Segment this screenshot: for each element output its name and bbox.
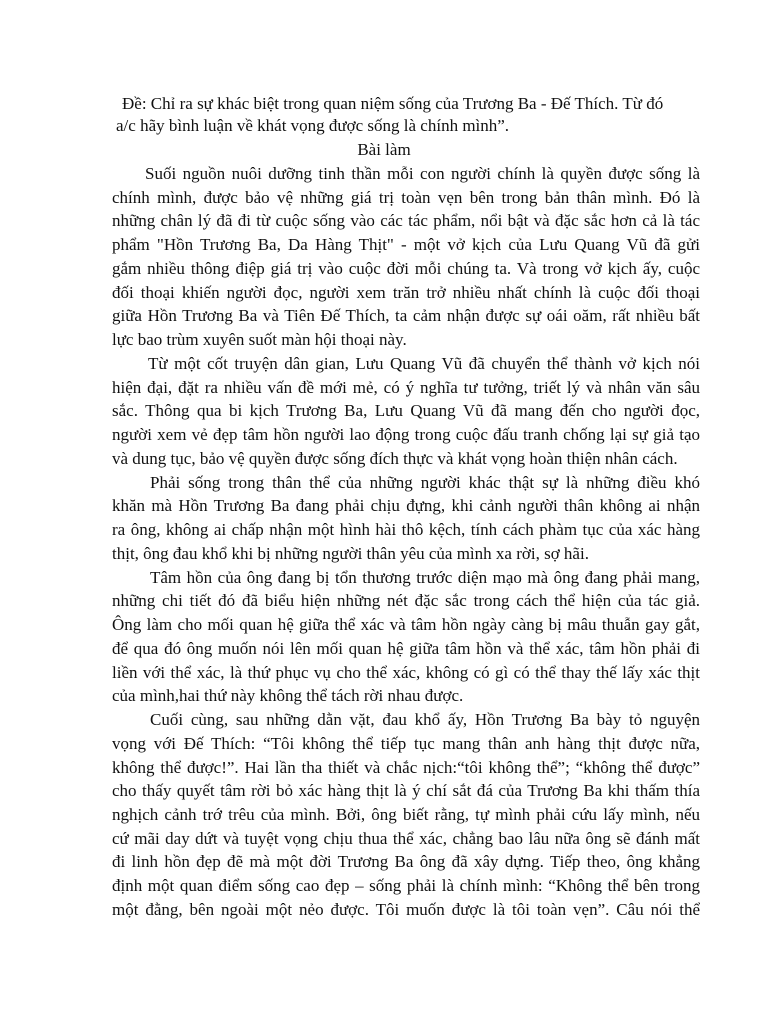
prompt-line: a/c hãy bình luận về khát vọng được sống là chính mình”. bbox=[116, 116, 510, 135]
text-line: định một quan điểm sống cao đẹp – sống phải là chính mình: “Không thể bên trong bbox=[112, 876, 700, 895]
text-line: giữa Hồn Trương Ba và Tiên Đế Thích, ta cảm nhận được sự oái oăm, rất nhiều bất bbox=[112, 306, 700, 325]
text-line: khăn mà Hồn Trương Ba đang phải chịu đựng, khi cảnh người thân không ai nhận bbox=[112, 496, 700, 515]
text-line: sắc. Thông qua bi kịch Trương Ba, Lưu Quang Vũ đã mang đến cho người đọc, bbox=[112, 401, 700, 420]
text-line: Ông làm cho mối quan hệ giữa thể xác và tâm hồn ngày càng bị mâu thuẫn gay gắt, bbox=[112, 615, 700, 634]
text-line: lực bao trùm xuyên suốt màn hội thoại này. bbox=[112, 330, 407, 349]
text-line: đi linh hồn đẹp đẽ mà một đời Trương Ba ông đã xây dựng. Tiếp theo, ông khẳng bbox=[112, 852, 700, 871]
text-line: vọng với Đế Thích: “Tôi không thể tiếp tục mang thân anh hàng thịt được nữa, bbox=[112, 734, 700, 753]
text-line: cho thấy quyết tâm rời bỏ xác hàng thịt là ý chí sắt đá của Trương Ba khi thấm thía bbox=[112, 781, 700, 800]
text-line: cứ mãi day dứt và tuyệt vọng chịu thua thể xác, chẳng bao lâu nữa ông sẽ đánh mất bbox=[112, 829, 700, 848]
text-line: nghịch cảnh trớ trêu của mình. Bởi, ông biết rằng, tự mình phải cứu lấy mình, nếu bbox=[112, 805, 700, 824]
text-line: gắm nhiều thông điệp giá trị vào cuộc đời mỗi chúng ta. Và trong vở kịch ấy, cuộc bbox=[112, 259, 700, 278]
text-line: Tâm hồn của ông đang bị tổn thương trước diện mạo mà ông đang phải mang, bbox=[150, 568, 700, 587]
text-line: Phải sống trong thân thể của những người khác thật sự là những điều khó bbox=[150, 473, 700, 492]
text-line: của mình,hai thứ này không thể tách rời nhau được. bbox=[112, 686, 464, 705]
text-line: một đằng, bên ngoài một nẻo được. Tôi muốn được là tôi toàn vẹn”. Câu nói thể bbox=[112, 900, 700, 919]
text-line: Suối nguồn nuôi dưỡng tinh thần mỗi con người chính là quyền được sống là bbox=[145, 164, 700, 183]
text-line: và dung tục, bảo vệ quyền được sống đích thực và khát vọng hoàn thiện nhân cách. bbox=[112, 449, 678, 468]
section-title: Bài làm bbox=[357, 140, 411, 159]
text-line: người xem vẻ đẹp tâm hồn người lao động trong cuộc đấu tranh chống lại sự giả tạo bbox=[112, 425, 700, 444]
text-line: không thể được!”. Hai lần tha thiết và chắc nịch:“tôi không thể”; “không thể được” bbox=[112, 758, 700, 777]
text-line: Từ một cốt truyện dân gian, Lưu Quang Vũ đã chuyển thể thành vở kịch nói bbox=[148, 354, 700, 373]
text-line: liền với thể xác, là thứ phục vụ cho thể xác, không có gì có thể thay thế lấy xác thịt bbox=[112, 663, 700, 682]
text-line: đối thoại khiến người đọc, người xem trăn trở nhiều nhất chính là cuộc đối thoại bbox=[112, 283, 700, 302]
text-line: thịt, ông đau khổ khi bị những người thân yêu của mình xa rời, sợ hãi. bbox=[112, 544, 589, 563]
text-line: chính mình, được bảo vệ những giá trị toàn vẹn bên trong bản thân mình. Đó là bbox=[112, 188, 700, 207]
text-line: những chân lý đã đi từ cuộc sống vào các tác phẩm, nổi bật và đặc sắc hơn cả là tác bbox=[112, 211, 700, 230]
text-line: hiện đại, đặt ra nhiều vấn đề mới mẻ, có ý nghĩa tư tưởng, triết lý và nhân văn sâu bbox=[112, 378, 700, 397]
prompt-line: Đề: Chỉ ra sự khác biệt trong quan niệm sống của Trương Ba - Đế Thích. Từ đó bbox=[122, 94, 664, 113]
text-line: Cuối cùng, sau những dằn vặt, đau khổ ấy, Hồn Trương Ba bày tỏ nguyện bbox=[150, 710, 700, 729]
text-line: để qua đó ông muốn nói lên mối quan hệ giữa tâm hồn và thể xác, tâm hồn phải đi bbox=[112, 639, 700, 658]
text-line: những chi tiết đó đã biểu hiện những nét đặc sắc trong cách thể hiện của tác giả. bbox=[112, 591, 700, 610]
text-line: phẩm "Hồn Trương Ba, Da Hàng Thịt" - một vở kịch của Lưu Quang Vũ đã gửi bbox=[112, 235, 700, 254]
text-line: ra ông, không ai chấp nhận một hình hài thô kệch, tính cách phàm tục của xác hàng bbox=[112, 520, 700, 539]
